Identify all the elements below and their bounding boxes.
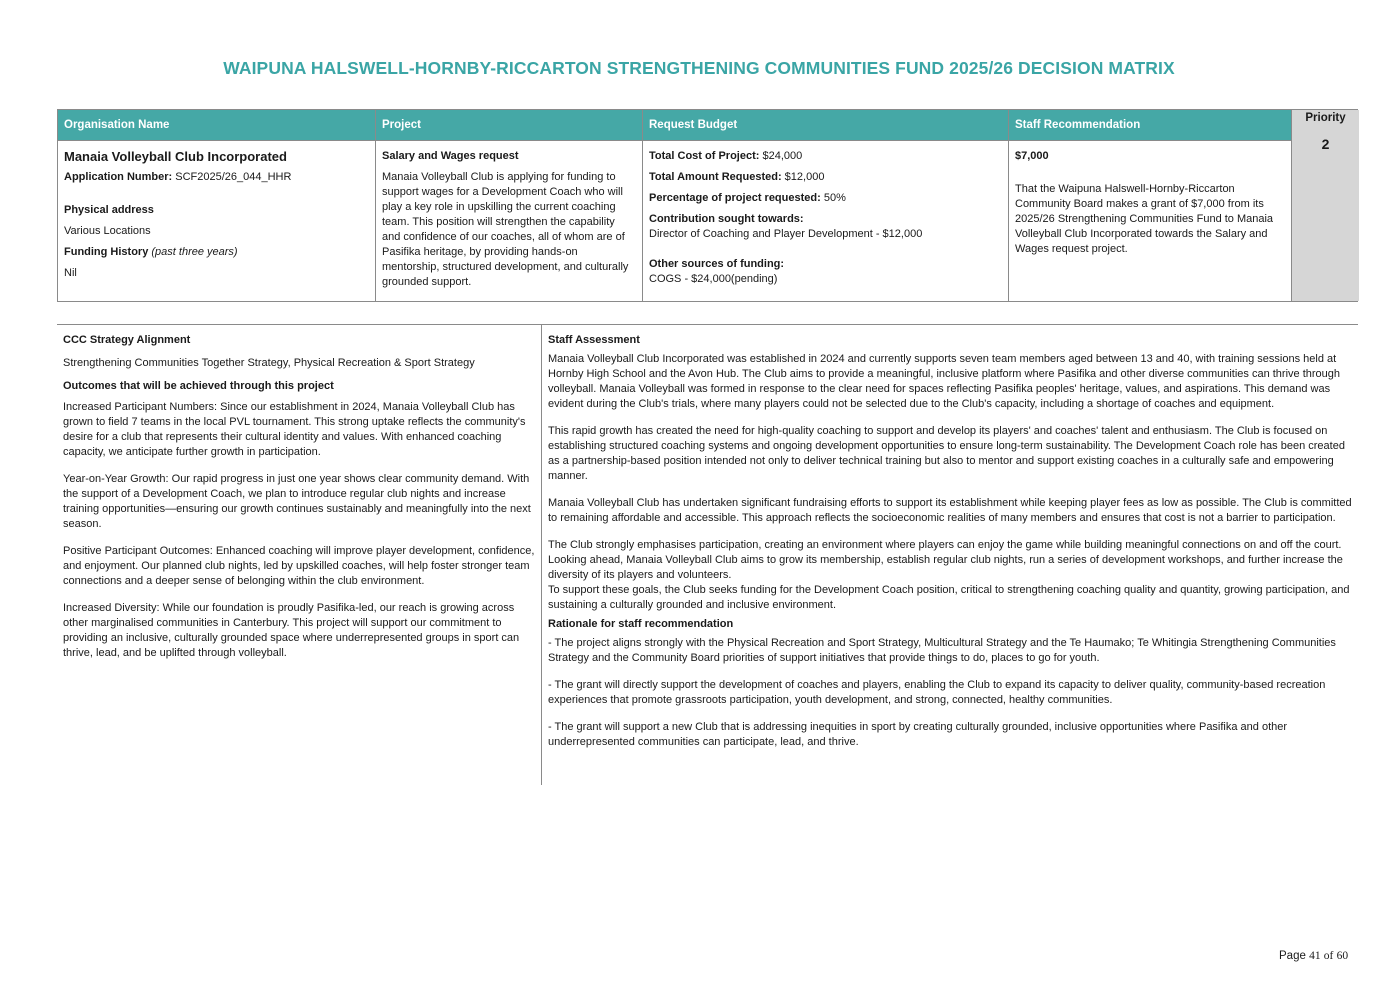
strategy-text: Strengthening Communities Together Strategy, Physical Recreation & Sport Strategy	[63, 357, 475, 369]
rationale-item: - The grant will support a new Club that is addressing inequities in sport by creating culturally grounded, inclusive opportunities where Pasifika and other underrepresented communities can participate, lead, and thrive.	[548, 721, 1288, 748]
total-requested-value: $12,000	[784, 171, 825, 183]
project-description: Manaia Volleyball Club is applying for funding to support wages for a Development Coach who will play a key role in upskilling the current coaching team. This position will strengthen the capability and confidence of our coaches, all of whom are of Pasifika heritage, by providing hands-on mentorship, structured development, and culturally grounded support.	[382, 171, 629, 288]
total-requested	[649, 170, 1002, 185]
total-cost-value: $24,000	[762, 150, 803, 162]
outcome-item: Increased Participant Numbers: Since our establishment in 2024, Manaia Volleyball Club has grown to field 7 teams in the local PVL tournament. This strong uptake reflects the community's desire for a club that represents their cultural identity and values. With enhanced coaching capacity, we anticipate further growth in participation.	[63, 401, 526, 458]
funding-history-note: (past three years)	[151, 246, 238, 258]
assessment-paragraph: Manaia Volleyball Club Incorporated was established in 2024 and currently supports seven team members aged between 13 and 40, with training sessions held at Hornby High School and the Avon Hub. The Club aims to provide a meaningful, inclusive platform where Pasifika and other diverse communities can thrive through volleyball. Manaia Volleyball was formed in response to the clear need for spaces reflecting Pasifika peoples' heritage, values, and aspirations. This demand was evident during the Club's trials, where many players could not be selected due to the Club's capacity, including a shortage of coaches and equipment.	[548, 353, 1341, 410]
address-label: Physical address	[64, 204, 154, 216]
page-title: WAIPUNA HALSWELL-HORNBY-RICCARTON STRENGTHENING COMMUNITIES FUND 2025/26 DECISION MATRIX	[223, 58, 1175, 78]
total-requested-label: Total Amount Requested:	[649, 171, 782, 183]
percentage-value: 50%	[823, 192, 846, 204]
application-number-label: Application Number:	[64, 171, 173, 183]
organisation-header: Organisation Name	[58, 110, 375, 141]
budget-column	[643, 110, 1009, 301]
contribution-value: Director of Coaching and Player Development - $12,000	[649, 228, 923, 240]
rationale-item: - The grant will directly support the development of coaches and players, enabling the Club to expand its capacity to deliver quality, community-based recreation experiences that promote grassroots participation, youth development, and strong, connected, healthy communities.	[548, 679, 1326, 706]
page-number: 41	[1309, 950, 1321, 962]
project-column	[376, 110, 643, 301]
assessment-paragraph: To support these goals, the Club seeks funding for the Development Coach position, critical to strengthening coaching quality and quantity, growing participation, and sustaining a culturally grounded and inclusive environment.	[548, 584, 1350, 611]
organisation-column	[58, 110, 376, 301]
total-cost	[649, 149, 1002, 164]
rationale-heading: Rationale for staff recommendation	[548, 618, 734, 630]
strategy-heading: CCC Strategy Alignment	[63, 334, 191, 346]
assessment-section	[57, 324, 1358, 784]
address-value: Various Locations	[64, 225, 151, 237]
of-label: of	[1323, 950, 1334, 962]
assessment-heading: Staff Assessment	[548, 334, 640, 346]
project-header: Project	[376, 110, 642, 141]
decision-matrix-table	[57, 109, 1358, 302]
percentage-requested	[649, 191, 1002, 206]
application-number-value: SCF2025/26_044_HHR	[175, 171, 292, 183]
assessment-paragraph: The Club strongly emphasises participation, creating an environment where players can enjoy the game while building meaningful connections on and off the court. Looking ahead, Manaia Volleyball Club aims to grow its membership, establish regular club nights, run a series of development workshops, and further increase the diversity of its players and volunteers.	[548, 539, 1343, 581]
page-label: Page	[1279, 950, 1306, 962]
funding-history-value: Nil	[64, 267, 77, 279]
recommendation-text: That the Waipuna Halswell-Hornby-Riccarton Community Board makes a grant of $7,000 from its 2025/26 Strengthening Communities Fund to Manaia Volleyball Club Incorporated towards the Salary and Wages request project.	[1015, 183, 1274, 255]
contribution-label: Contribution sought towards:	[649, 213, 804, 225]
other-sources-value: COGS - $24,000(pending)	[649, 273, 778, 285]
priority-header: Priority	[1292, 110, 1359, 124]
total-pages: 60	[1336, 950, 1349, 962]
percentage-label: Percentage of project requested:	[649, 192, 821, 204]
recommendation-header: Staff Recommendation	[1009, 110, 1291, 141]
funding-history	[64, 245, 369, 260]
priority-column	[1292, 110, 1359, 301]
budget-header: Request Budget	[643, 110, 1008, 141]
outcome-item: Increased Diversity: While our foundation is proudly Pasifika-led, our reach is growing across other marginalised communities in Canterbury. This project will support our commitment to providing an inclusive, culturally grounded space where underrepresented groups in sport can thrive, lead, and be uplifted through volleyball.	[63, 602, 520, 659]
organisation-name: Manaia Volleyball Club Incorporated	[64, 149, 287, 164]
outcomes-heading: Outcomes that will be achieved through this project	[63, 380, 334, 392]
staff-assessment-panel	[542, 325, 1358, 785]
strategy-panel	[57, 325, 542, 785]
recommendation-amount: $7,000	[1015, 150, 1049, 162]
page-number-footer	[1279, 950, 1348, 962]
outcome-item: Year-on-Year Growth: Our rapid progress in just one year shows clear community demand. With the support of a Development Coach, we plan to introduce regular club nights and increase training opportunities—ensuring our growth continues sustainably and meaningfully into the next season.	[63, 473, 531, 530]
priority-value: 2	[1321, 136, 1330, 152]
outcome-item: Positive Participant Outcomes: Enhanced coaching will improve player development, confidence, and enjoyment. Our planned club nights, led by upskilled coaches, will help foster stronger team connections and a deeper sense of belonging within the club environment.	[63, 545, 535, 587]
rationale-item: - The project aligns strongly with the Physical Recreation and Sport Strategy, Multicultural Strategy and the Te Haumako; Te Whitingia Strengthening Communities Strategy and the Community Board priorities of support initiatives that provide things to do, places to go for youth.	[548, 637, 1336, 664]
assessment-paragraph: Manaia Volleyball Club has undertaken significant fundraising efforts to support its establishment while keeping player fees as low as possible. The Club is committed to remaining affordable and accessible. This approach reflects the socioeconomic realities of many members and ensures that cost is not a barrier to participation.	[548, 497, 1352, 524]
funding-history-label: Funding History	[64, 246, 149, 258]
application-number	[64, 170, 369, 185]
other-sources-label: Other sources of funding:	[649, 258, 785, 270]
total-cost-label: Total Cost of Project:	[649, 150, 760, 162]
assessment-paragraph: This rapid growth has created the need for high-quality coaching to support and develop its players' and coaches' talent and enthusiasm. The Club is focused on establishing structured coaching systems and ongoing development opportunities to ensure long-term sustainability. The Development Coach role has been created as a partnership-based position intended not only to deliver technical training but also to mentor and support existing coaches in a culturally safe and empowering manner.	[548, 425, 1345, 482]
recommendation-column	[1009, 110, 1292, 301]
project-title: Salary and Wages request	[382, 150, 519, 162]
